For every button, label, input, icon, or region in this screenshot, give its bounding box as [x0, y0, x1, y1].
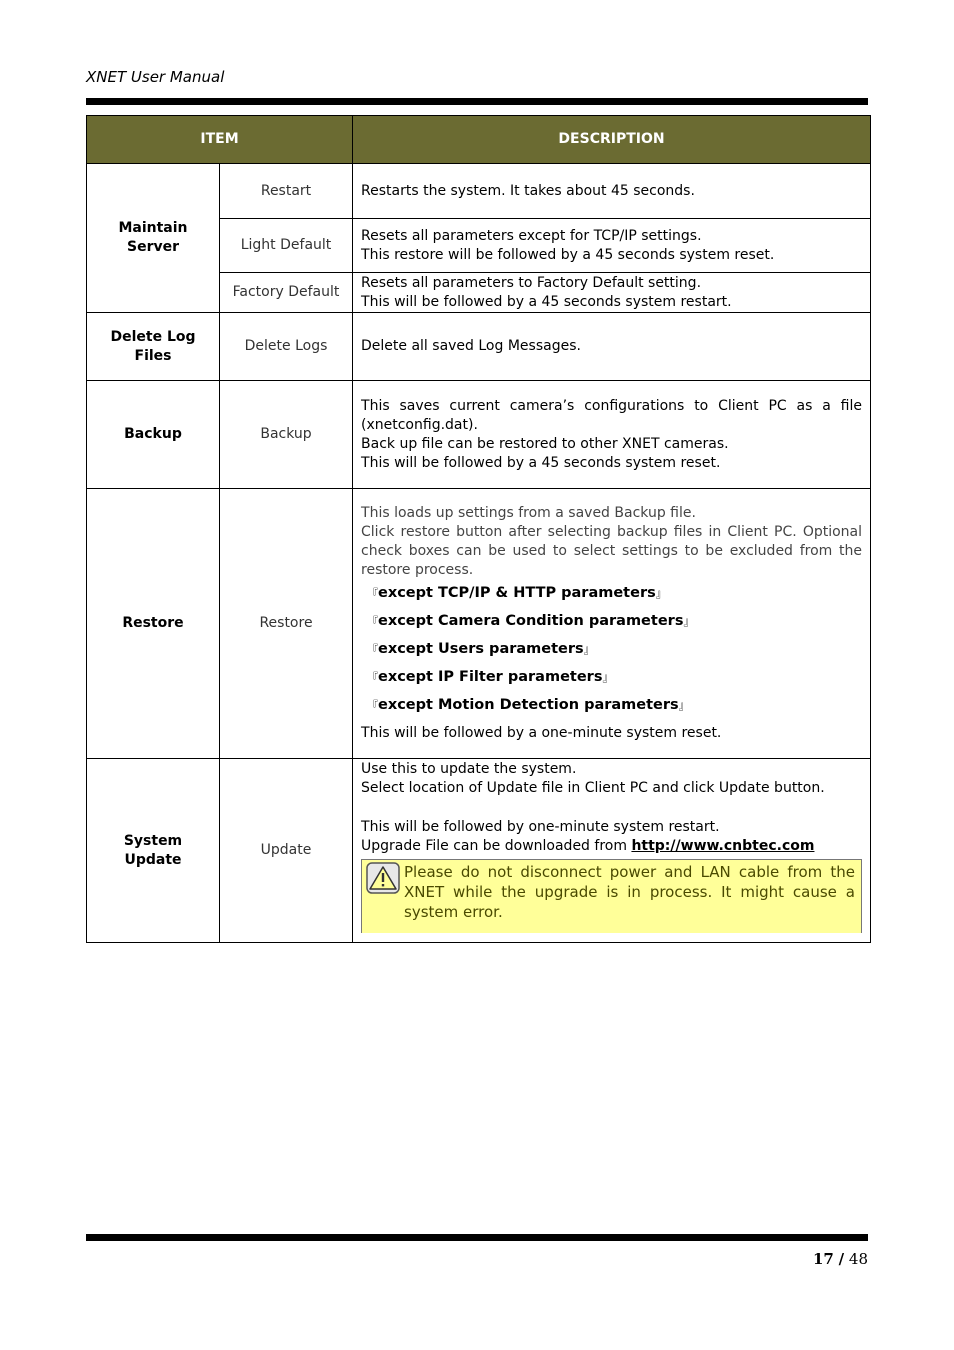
item-delete-log-files: Delete Log Files: [87, 313, 220, 381]
description-line: Click restore button after selecting backup files in Client PC. Optional check boxes can be used to select settings to be excluded from the restore process.: [361, 524, 863, 578]
warning-text: Please do not disconnect power and LAN cable from the XNET while the upgrade is in process. It might cause a system error.: [404, 863, 856, 921]
item-restore: Restore: [87, 489, 220, 759]
sub-item-factory-default: Factory Default: [220, 273, 353, 313]
bracket-close: 』: [583, 643, 595, 656]
restore-option: [367, 640, 862, 659]
table-row: [87, 164, 871, 219]
table-row: [87, 489, 871, 759]
description-restart: [353, 164, 871, 219]
item-maintain-server: Maintain Server: [87, 164, 220, 313]
description-delete-logs: [353, 313, 871, 381]
document-header-title: XNET User Manual: [86, 68, 225, 86]
warning-box: [361, 859, 862, 933]
description-line: This will be followed by a 45 seconds system restart.: [361, 293, 732, 310]
description-line: This saves current camera’s configurations to Client PC as a file (xnetconfig.dat).: [361, 397, 863, 433]
bracket-close: 』: [602, 671, 614, 684]
sub-item-restart: Restart: [220, 164, 353, 219]
description-line: Resets all parameters except for TCP/IP settings.: [361, 227, 702, 244]
download-prefix: Upgrade File can be downloaded from: [361, 838, 632, 854]
bracket-open: 『: [367, 671, 379, 684]
sub-item-update: Update: [220, 759, 353, 943]
sub-item-light-default: Light Default: [220, 219, 353, 273]
sub-item-delete-logs: Delete Logs: [220, 313, 353, 381]
table-row: [87, 313, 871, 381]
description-line: This will be followed by a one-minute system reset.: [361, 725, 722, 741]
bracket-close: 』: [683, 615, 695, 628]
restore-option: [367, 612, 862, 631]
bracket-open: 『: [367, 615, 379, 628]
settings-table: [86, 115, 871, 943]
bracket-open: 『: [367, 699, 379, 712]
description-line: This loads up settings from a saved Backup file.: [361, 505, 696, 521]
sub-item-restore: Restore: [220, 489, 353, 759]
description-restore: [353, 489, 871, 759]
restore-option: [367, 584, 862, 603]
option-label: except TCP/IP & HTTP parameters: [378, 585, 656, 601]
bottom-divider: [86, 1234, 868, 1241]
option-label: except Camera Condition parameters: [378, 613, 684, 629]
description-line: This will be followed by one-minute system restart.: [361, 819, 720, 835]
description-update: [353, 759, 871, 943]
top-divider: [86, 98, 868, 105]
option-label: except IP Filter parameters: [378, 669, 603, 685]
current-page: 17: [812, 1250, 834, 1268]
description-line: This restore will be followed by a 45 seconds system reset.: [361, 246, 775, 263]
restore-option: [367, 668, 862, 687]
bracket-open: 『: [367, 587, 379, 600]
bracket-close: 』: [655, 587, 667, 600]
column-header-description: DESCRIPTION: [353, 116, 871, 164]
table-row: [87, 381, 871, 489]
description-line: Use this to update the system.: [361, 761, 577, 777]
page-separator: /: [838, 1250, 845, 1268]
restore-option: [367, 696, 862, 715]
option-label: except Users parameters: [378, 641, 584, 657]
description-line: Delete all saved Log Messages.: [361, 338, 581, 354]
download-link[interactable]: http://www.cnbtec.com: [631, 838, 815, 854]
option-label: except Motion Detection parameters: [378, 697, 679, 713]
column-header-item: ITEM: [87, 116, 353, 164]
description-factory-default: [353, 273, 871, 313]
total-pages: 48: [848, 1250, 868, 1268]
description-line: This will be followed by a 45 seconds system reset.: [361, 454, 721, 471]
item-system-update: System Update: [87, 759, 220, 943]
description-backup: [353, 381, 871, 489]
page-number: [813, 1250, 868, 1268]
item-backup: Backup: [87, 381, 220, 489]
description-line: Back up file can be restored to other XNET cameras.: [361, 435, 729, 452]
description-line: Restarts the system. It takes about 45 seconds.: [361, 182, 695, 199]
description-light-default: [353, 219, 871, 273]
bracket-close: 』: [678, 699, 690, 712]
table-row: [87, 759, 871, 943]
download-line: [361, 837, 862, 856]
sub-item-backup: Backup: [220, 381, 353, 489]
description-line: Resets all parameters to Factory Default setting.: [361, 274, 702, 291]
warning-triangle-icon: [366, 862, 400, 894]
description-line: Select location of Update file in Client PC and click Update button.: [361, 780, 825, 796]
table-header-row: [87, 116, 871, 164]
bracket-open: 『: [367, 643, 379, 656]
